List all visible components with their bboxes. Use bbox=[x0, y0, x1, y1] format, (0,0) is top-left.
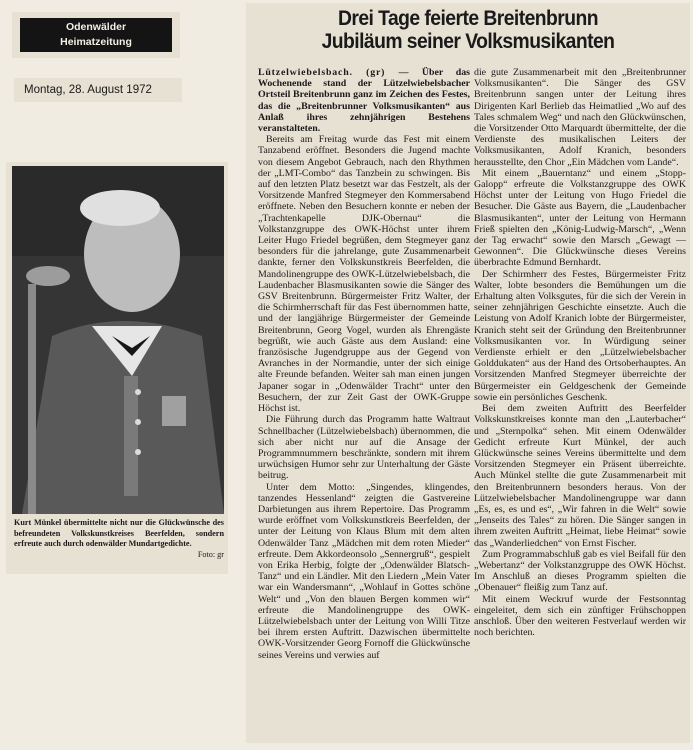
paragraph: Bei dem zweiten Auftritt des Beerfelder Volkskunstkreises konnte man den „Lauterbacher“ und „Sternpolka“ sehen. Mit einem Odenwälder Gedicht erfreute Kurt Münkel, der auch Glückwünsche seines Vereins übermittelte und dem Vorsitzenden Stegmeyer ein Präsent überreichte. Auch Münkel stellte die gute Zusammenarbeit mit den Breitenbrunnern besonders heraus. Von der Lützelwiebelsbacher Mandolinengruppe war dann „Es, es, es und es“, „Wir fahren in die Welt“ sowie „Jenseits des Tales“ zu hören. Die Sänger sangen in ihrem zweiten Auftritt „Heimat, liebe Heimat“ sowie das „Wanderliedchen“ von Ernst Fischer. bbox=[474, 403, 686, 549]
masthead-clipping bbox=[12, 12, 180, 58]
caption-text: Kurt Münkel übermittelte nicht nur die Glückwünsche des befreundeten Volkskunstkreises Beerfelden, sondern erfreute auch durch odenwälder Mundartgedichte. bbox=[14, 518, 224, 549]
lead-text: Über das Wochenende stand der Lützelwiebelsbacher Ortsteil Breitenbrunn ganz im Zeichen des Festes, das die „Breitenbrunner Volksmusikanten“ aus Anlaß ihres zehnjährigen Bestehens veranstalteten. bbox=[258, 67, 470, 135]
paragraph: Bereits am Freitag wurde das Fest mit einem Tanzabend eröffnet. Besonders die Jugend machte von diesem Angebot Gebrauch, nach den Rhythmen der „LMT-Combo“ das Tanzbein zu schwingen. Bis auf den letzten Platz besetzt war das Festzelt, als der Vorsitzende Manfred Stegmeyer den Kommersabend eröffnete. Neben den Besuchern konnte er neben der „Trachtenkapelle DJK-Obernau“ die Volkstanzgruppe des OWK-Höchst unter ihrem Leiter Hugo Friedel begrüßen, dem Stegmeyer ganz besonders für die jahrelange, gute Zusammenarbeit dankte, ferner den Volkskunstkreis Beerfelden, die Mandolinengruppe des OWK-Lützelwiebelsbach, die Laudenbacher Blasmusikanten sowie die Sänger des GSV Breitenbrunn. Bürgermeister Fritz Walter, der die Schirmherrschaft für das Fest übernommen hatte, und der langjährige Bürgermeister der Gemeinde Breitenbrunn, Georg Vogel, wurden als Ehrengäste begrüßt, wie auch Gäste aus dem Ausland: eine französische Jugendgruppe aus der Gegend von Avranches in der Normandie, unter der sich einige alte Freunde befanden. Weiter sah man einen jungen Japaner sogar in „Odenwälder Tracht“ unter den Besuchern, der zur Zeit Gast der OWK-Gruppe Höchst ist. bbox=[258, 134, 470, 415]
paragraph: die gute Zusammenarbeit mit den „Breitenbrunner Volksmusikanten“. Die Sänger des GSV Breitenbrunn sangen unter der Leitung ihres Dirigenten Karl Berlieb das Heimatlied „Wo auf des Tales schmalem Weg“ und nach den Glückwünschen, die Vorsitzender Otto Marquardt übermittelte, der die Verdienste des musikalischen Leiters der Volksmusikanten, Adolf Kranich, besonders herausstellte, den Chor „Ein Mädchen vom Lande“. bbox=[474, 67, 686, 168]
paragraph: Unter dem Motto: „Singendes, klingendes, tanzendes Hessenland“ zeigten die Gastvereine Darbietungen aus ihrem Repertoire. Das Programm wurde eröffnet vom Volkskunstkreis Beerfelden, der unter der Leitung von Klaus Blum mit dem alten Odenwälder Tanz „Mädchen mit dem roten Mieder“ erfreute. Dem Akkordeonsolo „Sennergruß“, gespielt von Erika Herbig, folgte der „Odenwälder Blatsch-Tanz“ und ein Ländler. Mit den Liedern „Mein Vater war ein Wandersmann“, „Wohlauf in Gottes schöne Welt“ und „Von den blauen Bergen kommen wir“ erfreute die Mandolinengruppe des OWK-Lützelwiebelsbach unter der Leitung von Willi Titze bei ihrem ersten Auftritt. Dazwischen übermittelte OWK-Vorsitzender Georg Fornoff die Glückwünsche seines Vereins und verwies auf bbox=[258, 481, 470, 661]
paragraph: Mit einem Weckruf wurde der Festsonntag eingeleitet, dem sich ein zünftiger Frühschoppen anschloß. Über den weiteren Festverlauf werden wir noch berichten. bbox=[474, 593, 686, 639]
paragraph: Zum Programmabschluß gab es viel Beifall für den „Webertanz“ der Volkstanzgruppe des OWK Höchst. Im Anschluß an dieses Programm spielten die „Obenauer“ fleißig zum Tanz auf. bbox=[474, 548, 686, 594]
paragraph: Mit einem „Bauerntanz“ und einem „Stopp-Galopp“ erfreute die Volkstanzgruppe des OWK Höchst unter der Leitung von Hugo Friedel die Besucher. Die Gäste aus Bayern, die „Laudenbacher Blasmusikanten“, unter der Leitung von Hermann Frieß spielten den „König-Ludwig-Marsch“, „Wenn der Tag erwacht“ sowie den Marsch „Gewagt — Gewonnen“. Die Glückwünsche dieses Vereins überbrachte Edmund Bernhardt. bbox=[474, 167, 686, 269]
article-clipping bbox=[246, 3, 690, 743]
headline bbox=[264, 7, 672, 53]
headline-line2: Jubiläum seiner Volksmusikanten bbox=[321, 30, 615, 53]
paragraph: Die Führung durch das Programm hatte Waltraut Schnellbacher (Lützelwiebelsbach) übernommen, die sich aber nicht nur auf die Ansage der Programmnummern beschränkte, sondern mit ihrem urwüchsigen Humor sehr zur Unterhaltung der Gäste beitrug. bbox=[258, 414, 470, 482]
masthead-line2: Heimatzeitung bbox=[60, 36, 132, 48]
photo bbox=[12, 166, 224, 514]
article-column-1 bbox=[258, 67, 470, 739]
article-lead bbox=[258, 67, 470, 134]
photo-clipping bbox=[6, 162, 228, 574]
masthead-line1: Odenwälder bbox=[65, 21, 127, 33]
article-column-2 bbox=[474, 67, 686, 739]
date-clipping bbox=[14, 78, 182, 102]
photo-credit: Foto: gr bbox=[197, 549, 224, 559]
photo-illustration bbox=[12, 166, 224, 514]
dateline: Lützelwiebelsbach. (gr) — bbox=[258, 67, 410, 78]
photo-caption bbox=[14, 518, 224, 560]
issue-date: Montag, 28. August 1972 bbox=[24, 84, 152, 96]
paragraph: Der Schirmherr des Festes, Bürgermeister Fritz Walter, lobte besonders die Bemühungen um die Erhaltung alten Volksgutes, für die sich der Verein in seiner zehnjährigen Geschichte einsetzte. Auch die Leistung von Adolf Kranich lobte der Bürgermeister, Kranich steht seit der Gründung den Breitenbrunner Volksmusikanten vor. In Würdigung seiner Verdienste erhielt er den „Lützelwiebelsbacher Golddukaten“ aus der Hand des Ortsoberhauptes. An Vorsitzenden Manfred Stegmeyer überreichte der Bürgermeister ein Geldgeschenk der Gemeinde sowie ein persönliches Geschenk. bbox=[474, 268, 686, 403]
headline-line1: Drei Tage feierte Breitenbrunn bbox=[337, 7, 599, 30]
masthead bbox=[20, 18, 172, 52]
